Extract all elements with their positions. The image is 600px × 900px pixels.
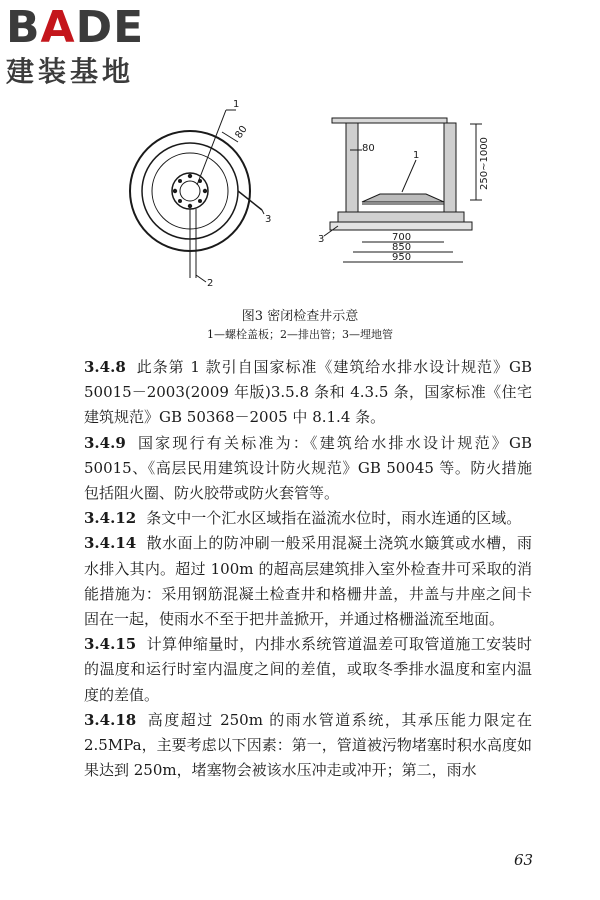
section-label-cover: 1 [413, 150, 420, 161]
plan-label-buried: 3 [265, 214, 272, 225]
plan-label-dim: 80 [233, 123, 250, 141]
clause-paragraph [84, 431, 532, 507]
clause-text: 此条第 1 款引自国家标准《建筑给水排水设计规范》GB 50015－2003(2009 年版)3.5.8 条和 4.3.5 条，国家标准《住宅建筑规范》GB 50368－2005 中 8.1.4 条。 [84, 358, 532, 427]
clause-paragraph [84, 708, 532, 784]
clause-text: 条文中一个汇水区域指在溢流水位时，雨水连通的区域。 [146, 509, 522, 528]
clause-number: 3.4.14 [84, 534, 137, 553]
clause-text: 国家现行有关标准为：《建筑给水排水设计规范》GB 50015、《高层民用建筑设计防火规范》GB 50045 等。防火措施包括阻火圈、防火胶带或防火套管等。 [84, 433, 532, 503]
clause-number: 3.4.18 [84, 710, 137, 729]
clause-text: 高度超过 250m 的雨水管道系统，其承压能力限定在 2.5MPa，主要考虑以下因素：第一，管道被污物堵塞时积水高度如果达到 250m，堵塞物会被该水压冲走或冲开；第二，雨水 [84, 710, 532, 780]
logo-subtitle: 建装基地 [6, 55, 135, 88]
plan-label-cover: 1 [233, 99, 240, 110]
clause-number: 3.4.8 [84, 358, 126, 376]
figure-sealed-manhole [0, 90, 600, 310]
manhole-diagram [0, 90, 600, 310]
section-label-850: 850 [392, 242, 412, 253]
clause-number: 3.4.15 [84, 635, 137, 654]
figure-caption: 图3 密闭检查井示意 [241, 309, 359, 324]
page-number: 63 [514, 851, 534, 869]
figure-legend: 1—螺栓盖板；2—排出管；3—埋地管 [207, 328, 393, 341]
logo-wordmark: BADE [6, 2, 145, 53]
clause-text: 计算伸缩量时，内排水系统管道温差可取管道施工安装时的温度和运行时室内温度之间的差值，或取冬季排水温度和室内温度的差值。 [84, 635, 532, 704]
section-label-700: 700 [392, 232, 412, 243]
section-label-80: 80 [362, 143, 375, 154]
clause-number: 3.4.12 [84, 509, 137, 528]
section-label-pipe: 3 [318, 234, 325, 245]
clause-paragraph [84, 506, 532, 531]
clause-paragraph [84, 632, 532, 708]
commentary-body [84, 355, 532, 783]
clause-paragraph [84, 355, 532, 431]
section-label-950: 950 [392, 252, 412, 263]
clause-number: 3.4.9 [84, 433, 126, 452]
section-label-height: 250~1000 [479, 137, 490, 190]
clause-text: 散水面上的防冲刷一般采用混凝土浇筑水簸箕或水槽，雨水排入其内。超过 100m 的超高层建筑排入室外检查井可采取的消能措施为：采用钢筋混凝土检查井和格栅井盖，井盖与井座之间卡固在一起，使雨水不至于把井盖掀开，并通过格栅溢流至地面。 [84, 534, 532, 629]
logo [6, 4, 176, 88]
clause-paragraph [84, 531, 532, 632]
plan-label-outlet: 2 [207, 278, 214, 289]
